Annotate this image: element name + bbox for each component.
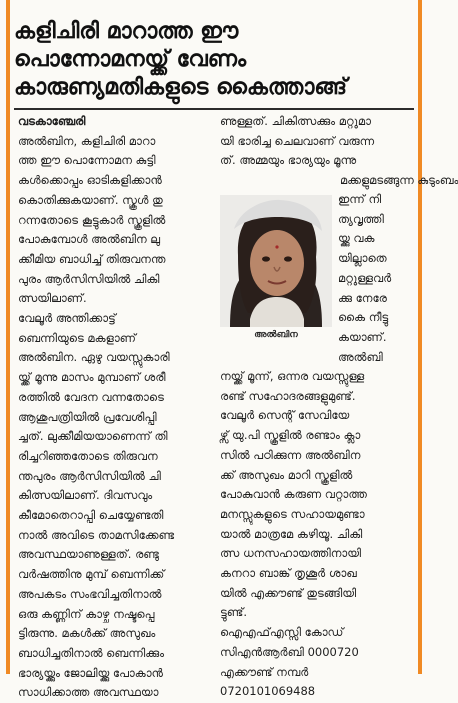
- body-line: സിൽ പഠിക്കുന്ന അൽബിന: [220, 447, 361, 462]
- body-line: നാൽ അവിടെ താമസിക്കേണ്ട: [18, 527, 175, 542]
- body-line: യി ഭാരിച്ച ചെലവാണ് വരുന്ന: [220, 133, 375, 148]
- photo-block: [220, 195, 332, 347]
- body-line: രണ്ട് സഹോദരങ്ങളുമുണ്ട്.: [220, 388, 356, 403]
- body-line: ണുള്ളത്. ചികിത്സക്കും മറ്റുമാ: [220, 114, 371, 128]
- right-beside-photo: [338, 190, 418, 367]
- left-accent-bar: [6, 0, 10, 674]
- headline-line: കാരുണ്യമതികളുടെ കൈത്താങ്ങ്: [14, 75, 348, 100]
- body-line: ച്ചത്. ലുക്കീമിയയാണെന്ന് തി: [18, 429, 168, 444]
- body-line: അവസ്ഥയാണുള്ളത്. രണ്ടു: [18, 547, 159, 562]
- body-line: ആശുപത്രിയിൽ പ്രവേശിപ്പി: [18, 409, 157, 424]
- body-line: ക്കു നേരേ: [338, 290, 387, 305]
- body-line: റന്നതോടെ കൂട്ടുകാർ സ്കൂളിൽ: [18, 212, 166, 227]
- body-line: അൽബിന, കളിചിരി മാറാ: [18, 133, 156, 148]
- body-line: ഭാര്യയ്ക്കും ജോലിയ്ക്കു പോകാൻ: [18, 665, 163, 680]
- body-line: മനസ്സുകളുടെ സഹായമുണ്ടാ: [220, 506, 365, 521]
- body-line: ത്സയിലാണ്.: [18, 291, 87, 306]
- body-line: മക്കളുമടങ്ങുന്ന കുടുംബം: [340, 173, 458, 188]
- body-line: പോകുവാൻ കരുണ വറ്റാത്ത: [220, 487, 367, 502]
- body-line: കിത്സയിലാണ്. ദിവസവും: [18, 488, 153, 503]
- body-line: കയാണ്.: [338, 329, 387, 344]
- headline: [14, 18, 414, 102]
- body-line: ത്സ ധനസഹായത്തിനായി: [220, 546, 362, 561]
- body-line: അപകടം സംഭവിച്ചതിനാൽ: [18, 586, 162, 601]
- body-line: ത്ത ഈ പൊന്നോമന കുട്ടി: [18, 153, 156, 168]
- body-line: നയ്ക്ക് മൂന്ന്, ഒന്നര വയസ്സുള്ള: [220, 369, 365, 383]
- right-accent-bar: [418, 0, 422, 674]
- body-line: ക്കീമിയ ബാധിച്ച് തിരുവനന്ത: [18, 251, 166, 266]
- body-line: കൈ നീട്ടു: [338, 310, 389, 325]
- body-line: രിച്ചറിഞ്ഞതോടെ തിരുവന: [18, 448, 158, 463]
- left-column: [18, 112, 208, 703]
- body-line: ത്. അമ്മയും ഭാര്യയും മൂന്നു: [220, 153, 357, 168]
- ifsc-code: സിഎൻആർബി 0000720: [220, 644, 359, 659]
- body-line: അൽബി: [338, 349, 383, 364]
- body-line: കൊതിക്കുകയാണ്. സ്കൂൾ തു: [18, 192, 163, 207]
- body-line: ഐഎഫ്എസ്സി കോഡ്: [220, 625, 344, 640]
- body-line: ബെന്നിയുടെ മകളാണ്: [18, 330, 136, 345]
- body-line: ക്ക് അസുഖം മാറി സ്കൂളിൽ: [220, 467, 353, 482]
- dateline: വടകാഞ്ചേരി: [18, 114, 86, 128]
- body-line: കീമോതെറാപ്പി ചെയ്യേണ്ടതി: [18, 508, 164, 523]
- account-number: 0720101069488: [220, 684, 316, 699]
- child-photo: [220, 195, 332, 327]
- body-line: കൾക്കൊപ്പം ഓടികളിക്കാൻ: [18, 173, 162, 188]
- body-line: യ്ക്കു വക: [338, 231, 375, 246]
- body-line: വേലൂർ അന്തിക്കാട്ട്: [18, 311, 116, 326]
- photo-caption: അൽബിന: [254, 330, 298, 340]
- body-line: വേലൂർ സെന്റ് സേവിയേ: [220, 408, 350, 423]
- body-line: പുരം ആർസിസിയിൽ ചികി: [18, 271, 160, 286]
- body-line: സാധിക്കാത്ത അവസ്ഥയാ: [18, 685, 159, 700]
- body-line: അൽബിന. ഏഴു വയസ്സുകാരി: [18, 350, 170, 365]
- body-line: പോകുമ്പോൾ അൽബിന ലു: [18, 232, 161, 247]
- body-line: കനറാ ബാങ്ക് തൃശൂർ ശാഖ: [220, 566, 357, 581]
- right-column-bottom: [220, 367, 415, 702]
- headline-divider: [14, 108, 414, 110]
- body-line: രത്തിൽ വേദന വന്നതോടെ: [18, 389, 164, 404]
- body-line: ബാധിച്ചതിനാൽ ബെന്നിക്കും: [18, 645, 165, 660]
- headline-line: കളിചിരി മാറാത്ത ഈ: [14, 19, 239, 44]
- body-line: മറ്റുള്ളവർ: [338, 270, 392, 285]
- body-line: ട്ടിരുന്നു. മകൾക്ക് അസുഖം: [18, 626, 156, 641]
- body-line: യ്ക്ക് മൂന്നു മാസം മുമ്പാണ് ശരീ: [18, 370, 166, 385]
- body-line: യിൽ എക്കൗണ്ട് തുടങ്ങിയി: [220, 585, 357, 600]
- body-line: ഴ്സ് യു.പി സ്കൂളിൽ രണ്ടാം ക്ലാ: [220, 428, 361, 443]
- body-line: ഇന്ന് നി: [338, 192, 382, 206]
- body-line: യാൽ മാത്രമേ കഴിയൂ. ചികി: [220, 526, 363, 541]
- body-line: ഒരു കണ്ണിന് കാഴ്ച നഷ്ടപ്പെ: [18, 606, 155, 621]
- body-line: യില്ലാതെ: [338, 251, 387, 266]
- right-column: [220, 112, 458, 191]
- body-line: ന്തപുരം ആർസിസിയിൽ ചി: [18, 468, 161, 483]
- body-line: ട്ടുണ്ട്.: [220, 605, 248, 620]
- body-line: എക്കൗണ്ട് നമ്പർ: [220, 664, 309, 679]
- body-line: ത്യവൃത്തി: [338, 211, 384, 226]
- headline-line: പൊന്നോമനയ്ക്ക് വേണം: [14, 47, 247, 72]
- body-line: വർഷത്തിനു മുമ്പ് ബെന്നിക്ക്: [18, 567, 165, 582]
